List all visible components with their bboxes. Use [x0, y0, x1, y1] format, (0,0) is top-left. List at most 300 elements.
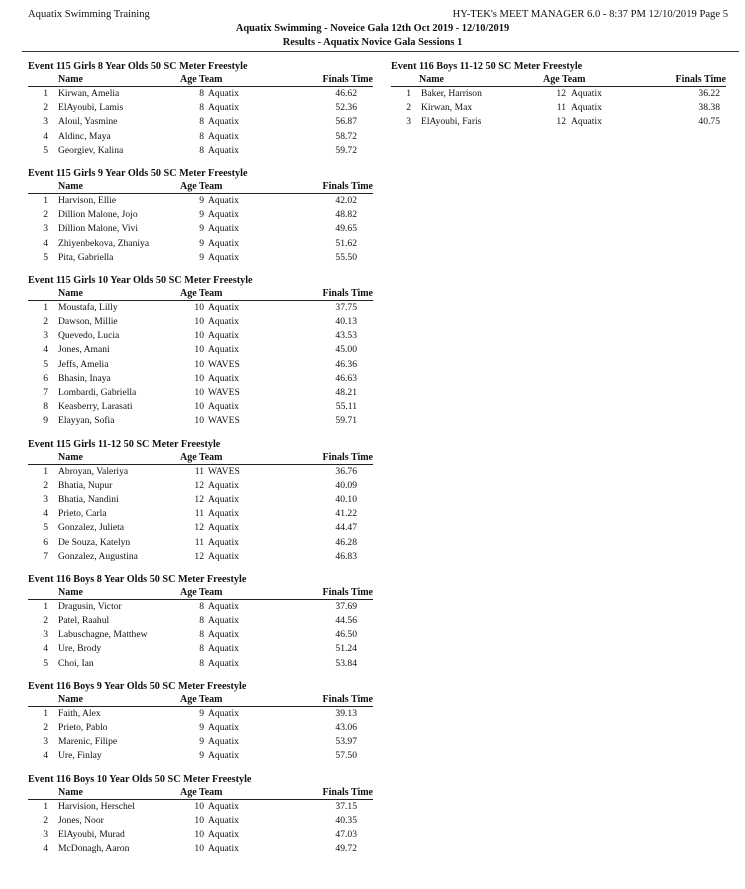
swimmer-age: 9 [199, 223, 204, 235]
results-column-right [391, 60, 726, 139]
finals-time: 47.03 [335, 828, 357, 840]
swimmer-age: 12 [194, 550, 204, 562]
place: 3 [43, 223, 48, 235]
swimmer-age: 9 [199, 750, 204, 762]
finals-time: 46.63 [335, 372, 357, 384]
place: 1 [43, 194, 48, 206]
team-name: WAVES [208, 465, 240, 477]
swimmer-age: 10 [194, 415, 204, 427]
event-block [28, 573, 373, 671]
result-row [28, 842, 373, 856]
name-column-header: Name [58, 180, 83, 192]
finals-time: 49.65 [335, 223, 357, 235]
swimmer-name: Georgiev, Kalina [58, 144, 124, 156]
finals-time-column-header: Finals Time [322, 786, 373, 798]
swimmer-name: Quevedo, Lucia [58, 330, 120, 342]
name-column-header: Name [419, 74, 444, 85]
finals-time: 46.36 [335, 358, 357, 370]
column-header-row [391, 73, 726, 87]
swimmer-age: 10 [194, 301, 204, 313]
place: 1 [43, 465, 48, 477]
swimmer-name: Marenic, Filipe [58, 736, 118, 748]
team-name: Aquatix [208, 722, 239, 733]
finals-time: 45.00 [335, 344, 357, 356]
result-row [28, 707, 373, 721]
place: 2 [43, 615, 48, 627]
team-name: Aquatix [571, 102, 602, 114]
swimmer-name: Prieto, Carla [58, 508, 107, 520]
age-team-column-header: Age Team [180, 180, 223, 192]
team-name: Aquatix [571, 88, 602, 99]
swimmer-name: Dawson, Millie [58, 316, 118, 328]
team-name: Aquatix [208, 372, 239, 384]
name-column-header: Name [58, 586, 83, 598]
place: 1 [43, 600, 48, 612]
team-name: Aquatix [208, 130, 239, 142]
place: 3 [43, 736, 48, 748]
swimmer-name: Gonzalez, Julieta [58, 522, 125, 534]
swimmer-name: Moustafa, Lilly [58, 301, 118, 313]
swimmer-name: Lombardi, Gabriella [58, 387, 137, 398]
finals-time: 46.62 [335, 88, 357, 99]
result-row [28, 493, 373, 507]
swimmer-name: Kirwan, Amelia [58, 88, 120, 99]
team-name: Aquatix [571, 116, 602, 128]
finals-time: 52.36 [335, 102, 357, 114]
place: 4 [43, 344, 48, 356]
place: 4 [43, 750, 48, 762]
swimmer-age: 12 [556, 88, 566, 99]
swimmer-age: 11 [556, 102, 566, 114]
result-row [28, 208, 373, 222]
swimmer-age: 9 [199, 209, 204, 221]
finals-time: 43.06 [335, 722, 357, 733]
finals-time: 44.56 [335, 615, 357, 627]
place: 2 [43, 316, 48, 328]
swimmer-name: Jeffs, Amelia [58, 358, 109, 370]
finals-time-column-header: Finals Time [322, 586, 373, 598]
place: 1 [43, 800, 48, 812]
finals-time: 39.13 [335, 707, 357, 719]
result-row [28, 614, 373, 628]
swimmer-age: 8 [199, 643, 204, 655]
place: 4 [43, 237, 48, 249]
finals-time: 51.24 [335, 643, 357, 655]
result-row [391, 87, 726, 101]
swimmer-age: 9 [199, 194, 204, 206]
name-column-header: Name [58, 451, 83, 463]
swimmer-name: Prieto, Pablo [58, 722, 108, 733]
place: 6 [43, 536, 48, 548]
meet-title: Aquatix Swimming - Noveice Gala 12th Oct 2019 - 12/10/2019 [235, 23, 510, 34]
result-row [28, 814, 373, 828]
place: 2 [43, 102, 48, 114]
result-row [28, 400, 373, 414]
place: 4 [43, 643, 48, 655]
swimmer-age: 8 [199, 615, 204, 627]
name-column-header: Name [58, 693, 83, 705]
finals-time: 36.22 [698, 88, 720, 99]
place: 1 [43, 88, 48, 99]
event-block [28, 274, 373, 429]
team-name: Aquatix [208, 301, 239, 313]
team-name: Aquatix [208, 629, 239, 641]
place: 5 [43, 251, 48, 263]
swimmer-age: 10 [194, 344, 204, 356]
age-team-column-header: Age Team [543, 74, 586, 85]
place: 4 [43, 843, 48, 855]
finals-time: 40.35 [335, 814, 357, 826]
swimmer-age: 10 [194, 828, 204, 840]
swimmer-age: 10 [194, 330, 204, 342]
result-row [28, 414, 373, 428]
swimmer-name: Dillion Malone, Jojo [58, 209, 138, 221]
result-row [28, 315, 373, 329]
place: 1 [43, 301, 48, 313]
finals-time: 58.72 [335, 130, 357, 142]
team-name: Aquatix [208, 237, 239, 249]
finals-time: 46.28 [335, 536, 357, 548]
place: 2 [43, 722, 48, 733]
place: 3 [43, 330, 48, 342]
place: 7 [43, 387, 48, 398]
team-name: WAVES [208, 387, 240, 398]
result-row [28, 521, 373, 535]
team-name: Aquatix [208, 251, 239, 263]
result-row [28, 536, 373, 550]
finals-time: 43.53 [335, 330, 357, 342]
finals-time: 37.69 [335, 600, 357, 612]
finals-time: 46.83 [335, 550, 357, 562]
team-name: Aquatix [208, 316, 239, 328]
team-name: WAVES [208, 358, 240, 370]
team-name: Aquatix [208, 508, 239, 520]
result-row [28, 828, 373, 842]
event-block [28, 60, 373, 158]
swimmer-name: De Souza, Katelyn [58, 536, 131, 548]
swimmer-age: 8 [199, 88, 204, 99]
place: 3 [43, 116, 48, 128]
place: 4 [43, 130, 48, 142]
finals-time-column-header: Finals Time [675, 74, 726, 85]
team-name: Aquatix [208, 116, 239, 128]
swimmer-age: 10 [194, 387, 204, 398]
header-divider [22, 51, 739, 52]
place: 3 [43, 629, 48, 641]
age-team-column-header: Age Team [180, 693, 223, 705]
name-column-header: Name [58, 786, 83, 798]
swimmer-name: Keasberry, Larasati [58, 401, 133, 413]
swimmer-name: Baker, Harrison [421, 88, 482, 99]
swimmer-name: ElAyoubi, Lamis [58, 102, 124, 114]
finals-time: 38.38 [698, 102, 720, 114]
swimmer-age: 9 [199, 251, 204, 263]
swimmer-age: 10 [194, 800, 204, 812]
results-title: Results - Aquatix Novice Gala Sessions 1 [282, 37, 463, 48]
finals-time: 40.10 [335, 493, 357, 505]
swimmer-age: 10 [194, 401, 204, 413]
swimmer-name: Faith, Alex [58, 707, 101, 719]
column-header-row [28, 180, 373, 194]
event-title: Event 116 Boys 9 Year Olds 50 SC Meter Freestyle [28, 680, 247, 692]
finals-time-column-header: Finals Time [322, 180, 373, 192]
swimmer-age: 9 [199, 736, 204, 748]
result-row [28, 507, 373, 521]
column-header-row [28, 693, 373, 707]
swimmer-age: 8 [199, 116, 204, 128]
swimmer-name: Jones, Amani [58, 344, 110, 356]
result-row [28, 465, 373, 479]
swimmer-name: Dragusin, Victor [58, 600, 122, 612]
event-title: Event 115 Girls 11-12 50 SC Meter Freestyle [28, 438, 221, 450]
place: 3 [43, 493, 48, 505]
place: 8 [43, 401, 48, 413]
result-row [28, 479, 373, 493]
finals-time: 44.47 [335, 522, 357, 534]
finals-time: 36.76 [335, 465, 357, 477]
finals-time: 41.22 [335, 508, 357, 520]
place: 5 [43, 657, 48, 669]
swimmer-name: Aloul, Yasmine [58, 116, 118, 128]
age-team-column-header: Age Team [180, 786, 223, 798]
team-name: Aquatix [208, 615, 239, 627]
swimmer-name: ElAyoubi, Faris [421, 116, 482, 128]
swimmer-age: 8 [199, 102, 204, 114]
result-row [28, 343, 373, 357]
column-header-row [28, 451, 373, 465]
team-name: Aquatix [208, 736, 239, 748]
team-name: Aquatix [208, 102, 239, 114]
team-name: Aquatix [208, 330, 239, 342]
place: 5 [43, 144, 48, 156]
swimmer-age: 12 [556, 116, 566, 128]
software-timestamp: HY-TEK's MEET MANAGER 6.0 - 8:37 PM 12/10/2019 Page 5 [452, 9, 728, 20]
swimmer-name: Labuschagne, Matthew [58, 629, 148, 641]
swimmer-name: Patel, Raahul [58, 615, 110, 627]
team-name: Aquatix [208, 750, 239, 762]
swimmer-name: Ure, Finlay [58, 750, 102, 762]
swimmer-age: 9 [199, 707, 204, 719]
team-name: Aquatix [208, 800, 239, 812]
swimmer-name: Harvision, Herschel [58, 800, 135, 812]
place: 3 [406, 116, 411, 128]
team-name: WAVES [208, 415, 240, 427]
finals-time: 40.09 [335, 479, 357, 491]
event-title: Event 115 Girls 9 Year Olds 50 SC Meter Freestyle [28, 167, 248, 179]
age-team-column-header: Age Team [180, 287, 223, 299]
swimmer-age: 10 [194, 814, 204, 826]
swimmer-age: 10 [194, 316, 204, 328]
result-row [28, 550, 373, 564]
swimmer-age: 12 [194, 522, 204, 534]
result-row [28, 222, 373, 236]
finals-time: 40.75 [698, 116, 720, 128]
result-row [28, 130, 373, 144]
swimmer-name: Gonzalez, Augustina [58, 550, 138, 562]
finals-time-column-header: Finals Time [322, 287, 373, 299]
finals-time: 49.72 [335, 843, 357, 855]
swimmer-name: Kirwan, Max [421, 102, 473, 114]
finals-time: 56.87 [335, 116, 357, 128]
team-name: Aquatix [208, 643, 239, 655]
place: 2 [43, 479, 48, 491]
result-row [28, 301, 373, 315]
finals-time: 55.50 [335, 251, 357, 263]
finals-time: 42.02 [335, 194, 357, 206]
swimmer-name: Abroyan, Valeriya [58, 465, 129, 477]
finals-time-column-header: Finals Time [322, 451, 373, 463]
swimmer-name: Harvison, Ellie [58, 194, 117, 206]
team-name: Aquatix [208, 536, 239, 548]
place: 5 [43, 522, 48, 534]
name-column-header: Name [58, 74, 83, 85]
place: 2 [43, 814, 48, 826]
result-row [28, 642, 373, 656]
event-block [28, 167, 373, 265]
finals-time: 48.82 [335, 209, 357, 221]
result-row [28, 372, 373, 386]
team-name: Aquatix [208, 194, 239, 206]
swimmer-age: 10 [194, 358, 204, 370]
result-row [28, 386, 373, 400]
swimmer-age: 8 [199, 629, 204, 641]
column-header-row [28, 586, 373, 600]
column-header-row [28, 73, 373, 87]
place: 9 [43, 415, 48, 427]
result-row [28, 628, 373, 642]
swimmer-name: Dillion Malone, Vivi [58, 223, 138, 235]
result-row [28, 194, 373, 208]
swimmer-age: 11 [194, 536, 204, 548]
event-title: Event 115 Girls 10 Year Olds 50 SC Meter Freestyle [28, 274, 253, 286]
team-name: Aquatix [208, 814, 239, 826]
result-row [28, 657, 373, 671]
column-header-row [28, 786, 373, 800]
finals-time: 46.50 [335, 629, 357, 641]
result-row [28, 329, 373, 343]
event-title: Event 116 Boys 8 Year Olds 50 SC Meter Freestyle [28, 573, 247, 585]
finals-time: 53.84 [335, 657, 357, 669]
name-column-header: Name [58, 287, 83, 299]
result-row [28, 87, 373, 101]
result-row [28, 251, 373, 265]
event-block [28, 773, 373, 857]
swimmer-age: 11 [194, 508, 204, 520]
place: 1 [43, 707, 48, 719]
result-row [28, 735, 373, 749]
team-name: Aquatix [208, 657, 239, 669]
finals-time: 55.11 [335, 401, 357, 413]
swimmer-name: Zhiyenbekova, Zhaniya [58, 237, 150, 249]
swimmer-age: 11 [194, 465, 204, 477]
place: 3 [43, 828, 48, 840]
swimmer-age: 8 [199, 600, 204, 612]
finals-time: 57.50 [335, 750, 357, 762]
swimmer-age: 9 [199, 722, 204, 733]
swimmer-name: Bhatia, Nupur [58, 479, 113, 491]
finals-time: 48.21 [335, 387, 357, 398]
swimmer-name: Pita, Gabriella [58, 251, 114, 263]
swimmer-name: Jones, Noor [58, 814, 104, 826]
event-title: Event 116 Boys 11-12 50 SC Meter Freestyle [391, 61, 583, 72]
swimmer-age: 10 [194, 372, 204, 384]
swimmer-age: 8 [199, 130, 204, 142]
team-name: Aquatix [208, 88, 239, 99]
age-team-column-header: Age Team [180, 586, 223, 598]
event-block [28, 680, 373, 764]
result-row [28, 144, 373, 158]
swimmer-name: Aldinc, Maya [58, 130, 111, 142]
team-name: Aquatix [208, 144, 239, 156]
place: 6 [43, 372, 48, 384]
finals-time: 37.15 [335, 800, 357, 812]
result-row [28, 749, 373, 763]
event-title: Event 115 Girls 8 Year Olds 50 SC Meter Freestyle [28, 61, 248, 72]
age-team-column-header: Age Team [180, 451, 223, 463]
team-name: Aquatix [208, 401, 239, 413]
column-header-row [28, 287, 373, 301]
swimmer-name: Ure, Brody [58, 643, 102, 655]
team-name: Aquatix [208, 600, 239, 612]
swimmer-name: Choi, Ian [58, 657, 94, 669]
results-column-left [28, 60, 373, 865]
result-row [28, 800, 373, 814]
place: 2 [406, 102, 411, 114]
swimmer-name: ElAyoubi, Murad [58, 828, 125, 840]
result-row [28, 721, 373, 735]
swimmer-age: 9 [199, 237, 204, 249]
result-row [28, 358, 373, 372]
place: 5 [43, 358, 48, 370]
place: 4 [43, 508, 48, 520]
swimmer-name: Bhasin, Inaya [58, 372, 111, 384]
result-row [391, 101, 726, 115]
team-name: Aquatix [208, 843, 239, 855]
team-name: Aquatix [208, 493, 239, 505]
result-row [28, 115, 373, 129]
finals-time: 40.13 [335, 316, 357, 328]
swimmer-name: McDonagh, Aaron [58, 843, 130, 855]
finals-time: 37.75 [335, 301, 357, 313]
swimmer-age: 12 [194, 479, 204, 491]
finals-time: 59.71 [335, 415, 357, 427]
result-row [28, 237, 373, 251]
meet-organizer: Aquatix Swimming Training [28, 9, 150, 20]
place: 2 [43, 209, 48, 221]
team-name: Aquatix [208, 828, 239, 840]
event-block [391, 60, 726, 130]
team-name: Aquatix [208, 550, 239, 562]
team-name: Aquatix [208, 522, 239, 534]
swimmer-name: Elayyan, Sofia [58, 415, 115, 427]
result-row [391, 115, 726, 129]
finals-time: 51.62 [335, 237, 357, 249]
team-name: Aquatix [208, 707, 239, 719]
event-title: Event 116 Boys 10 Year Olds 50 SC Meter Freestyle [28, 773, 252, 785]
result-row [28, 600, 373, 614]
result-row [28, 101, 373, 115]
swimmer-age: 8 [199, 657, 204, 669]
team-name: Aquatix [208, 344, 239, 356]
finals-time-column-header: Finals Time [322, 74, 373, 85]
team-name: Aquatix [208, 209, 239, 221]
team-name: Aquatix [208, 223, 239, 235]
swimmer-age: 10 [194, 843, 204, 855]
place: 7 [43, 550, 48, 562]
finals-time: 59.72 [335, 144, 357, 156]
finals-time: 53.97 [335, 736, 357, 748]
swimmer-age: 8 [199, 144, 204, 156]
